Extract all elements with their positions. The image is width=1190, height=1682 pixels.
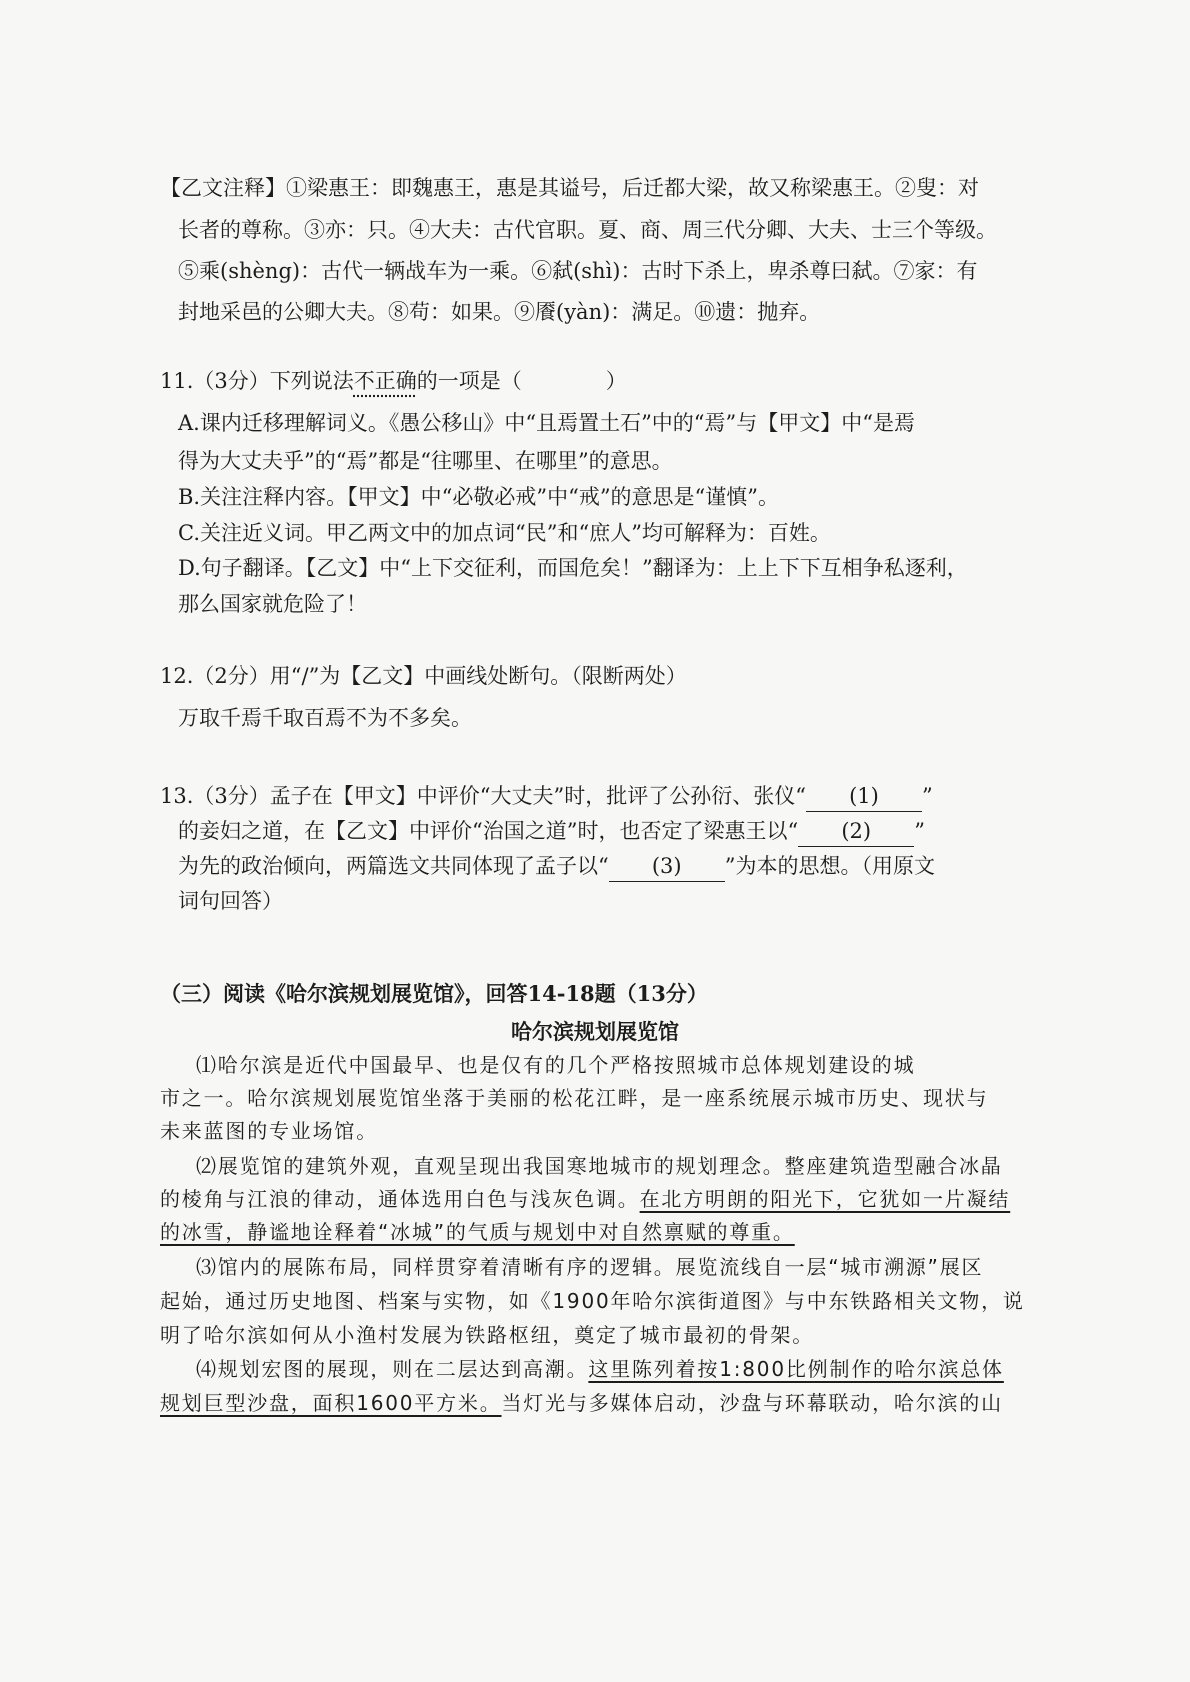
article-p4-line-2-text: 当灯光与多媒体启动，沙盘与环幕联动，哈尔滨的山 <box>501 1391 1003 1415</box>
article-p1-line-2: 市之一。哈尔滨规划展览馆坐落于美丽的松花江畔，是一座系统展示城市历史、现状与 <box>160 1086 989 1110</box>
article-p4-underlined-b: 规划巨型沙盘，面积1600平方米。 <box>160 1391 502 1415</box>
article-p1-line-3: 未来蓝图的专业场馆。 <box>160 1119 378 1143</box>
article-p2-line-1: ⑵展览馆的建筑外观，直观呈现出我国寒地城市的规划理念。整座建筑造型融合冰晶 <box>196 1154 1003 1178</box>
q11-option-d-line-2: 那么国家就危险了！ <box>178 592 367 616</box>
article-p4-line-1-text: ⑷规划宏图的展现，则在二层达到高潮。 <box>196 1357 589 1381</box>
q11-option-b: B.关注注释内容。【甲文】中“必敬必戒”中“戒”的意思是“谨慎”。 <box>178 485 780 509</box>
q11-option-c: C.关注近义词。甲乙两文中的加点词“民”和“庶人”均可解释为：百姓。 <box>178 521 831 545</box>
article-p1-line-1: ⑴哈尔滨是近代中国最早、也是仅有的几个严格按照城市总体规划建设的城 <box>196 1053 916 1077</box>
q11-option-a-line-1: A.课内迁移理解词义。《愚公移山》中“且焉置土石”中的“焉”与【甲文】中“是焉 <box>178 411 916 435</box>
q11-option-d-line-1: D.句子翻译。【乙文】中“上下交征利，而国危矣！”翻译为：上上下下互相争私逐利， <box>178 556 968 580</box>
article-p2-line-3-underlined: 的冰雪，静谧地诠释着“冰城”的气质与规划中对自然禀赋的尊重。 <box>160 1220 795 1244</box>
q13-line-3-text: 为先的政治倾向，两篇选文共同体现了孟子以“ <box>178 854 609 878</box>
q12-sentence: 万取千焉千取百焉不为不多矣。 <box>178 706 472 730</box>
article-p2-underlined-a: 在北方明朗的阳光下，它犹如一片凝结 <box>639 1187 1011 1211</box>
q11-stem <box>160 366 627 396</box>
notes-line-2: 长者的尊称。③亦：只。④大夫：古代官职。夏、商、周三代分卿、大夫、士三个等级。 <box>178 218 997 242</box>
q11-stem-a: 11.（3分）下列说法 <box>160 369 354 393</box>
q13-line-2 <box>178 816 925 847</box>
q13-line-1-close: ” <box>921 784 933 808</box>
q13-blank-3[interactable]: (3) <box>609 851 725 882</box>
q13-line-3 <box>178 851 935 882</box>
q13-line-1-text: 13.（3分）孟子在【甲文】中评价“大丈夫”时，批评了公孙衍、张仪“ <box>160 784 806 808</box>
q13-blank-1[interactable]: (1) <box>806 781 922 812</box>
notes-line-1: 【乙文注释】①梁惠王：即魏惠王，惠是其谥号，后迁都大梁，故又称梁惠王。②叟：对 <box>160 176 979 200</box>
q13-line-3-tail: ”为本的思想。（用原文 <box>724 854 935 878</box>
article-p4-line-2 <box>160 1388 1003 1418</box>
article-p3-line-1: ⑶馆内的展陈布局，同样贯穿着清晰有序的逻辑。展览流线自一层“城市溯源”展区 <box>196 1255 984 1279</box>
q13-line-1 <box>160 781 933 812</box>
notes-line-4: 封地采邑的公卿大夫。⑧苟：如果。⑨餍(yàn)：满足。⑩遗：抛弃。 <box>178 300 821 324</box>
article-p3-line-2: 起始，通过历史地图、档案与实物，如《1900年哈尔滨街道图》与中东铁路相关文物，说 <box>160 1289 1025 1313</box>
q12-stem: 12.（2分）用“/”为【乙文】中画线处断句。（限断两处） <box>160 664 687 688</box>
q13-line-2-text: 的妾妇之道，在【乙文】中评价“治国之道”时，也否定了梁惠王以“ <box>178 819 799 843</box>
q11-option-a-line-2: 得为大丈夫乎”的“焉”都是“往哪里、在哪里”的意思。 <box>178 449 673 473</box>
q11-emphasis: 不正确 <box>353 369 417 393</box>
article-p2-line-2 <box>160 1184 1010 1214</box>
q13-line-4: 词句回答） <box>178 889 283 913</box>
q13-blank-2[interactable]: (2) <box>798 816 914 847</box>
article-p4-underlined-a: 这里陈列着按1:800比例制作的哈尔滨总体 <box>588 1357 1004 1381</box>
article-p2-line-2-text: 的棱角与江浪的律动，通体选用白色与浅灰色调。 <box>160 1187 640 1211</box>
article-p3-line-3: 明了哈尔滨如何从小渔村发展为铁路枢纽，奠定了城市最初的骨架。 <box>160 1323 814 1347</box>
q11-stem-c: 的一项是（ ） <box>416 369 627 393</box>
q13-line-2-close: ” <box>914 819 925 843</box>
article-title: 哈尔滨规划展览馆 <box>511 1019 679 1044</box>
notes-line-3: ⑤乘(shèng)：古代一辆战车为一乘。⑥弑(shì)：古时下杀上，卑杀尊曰弑。⑦家：有 <box>178 259 978 283</box>
article-p4-line-1 <box>196 1354 1004 1384</box>
section3-heading: （三）阅读《哈尔滨规划展览馆》，回答14-18题（13分） <box>160 981 708 1006</box>
